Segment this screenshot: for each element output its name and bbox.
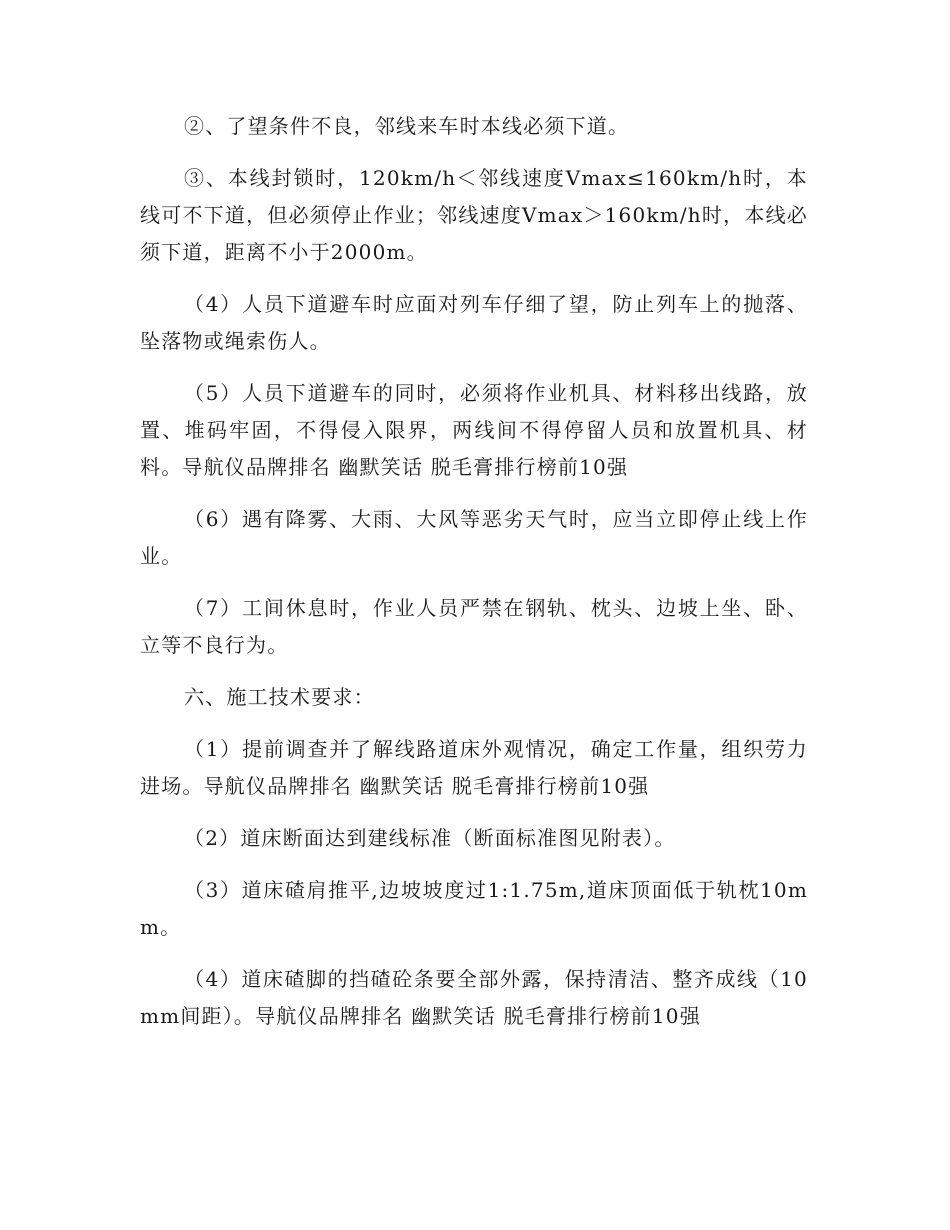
paragraph-survey-ballast: （1）提前调查并了解线路道床外观情况，确定工作量，组织劳力进场。导航仪品牌排名 幽默笑话 脱毛膏排行榜前10强 xyxy=(140,737,808,798)
paragraph-lookout-condition: ②、了望条件不良，邻线来车时本线必须下道。 xyxy=(184,114,630,138)
section-heading-technical-requirements: 六、施工技术要求： xyxy=(184,685,375,709)
paragraph-face-train: （4）人员下道避车时应面对列车仔细了望，防止列车上的抛落、坠落物或绳索伤人。 xyxy=(140,292,808,353)
paragraph-ballast-section: （2）道床断面达到建线标准（断面标准图见附表）。 xyxy=(184,826,676,850)
paragraph-ballast-shoulder: （3）道床碴肩推平,边坡坡度过1:1.75m,道床顶面低于轨枕10mm。 xyxy=(140,878,808,939)
paragraph-line-closure-speed: ③、本线封锁时，120km/h＜邻线速度Vmax≤160km/h时，本线可不下道，但必须停止作业；邻线速度Vmax＞160km/h时，本线必须下道，距离不小于2000m。 xyxy=(140,166,808,264)
paragraph-bad-weather: （6）遇有降雾、大雨、大风等恶劣天气时，应当立即停止线上作业。 xyxy=(140,507,808,568)
document-body xyxy=(140,108,808,1050)
paragraph-ballast-toe: （4）道床碴脚的挡碴砼条要全部外露，保持清洁、整齐成线（10mm间距）。导航仪品牌排名 幽默笑话 脱毛膏排行榜前10强 xyxy=(140,967,808,1028)
paragraph-break-rules: （7）工间休息时，作业人员严禁在钢轨、枕头、边坡上坐、卧、立等不良行为。 xyxy=(140,596,808,657)
paragraph-remove-equipment: （5）人员下道避车的同时，必须将作业机具、材料移出线路，放置、堆码牢固，不得侵入限界，两线间不得停留人员和放置机具、材料。导航仪品牌排名 幽默笑话 脱毛膏排行榜前10强 xyxy=(140,381,808,479)
